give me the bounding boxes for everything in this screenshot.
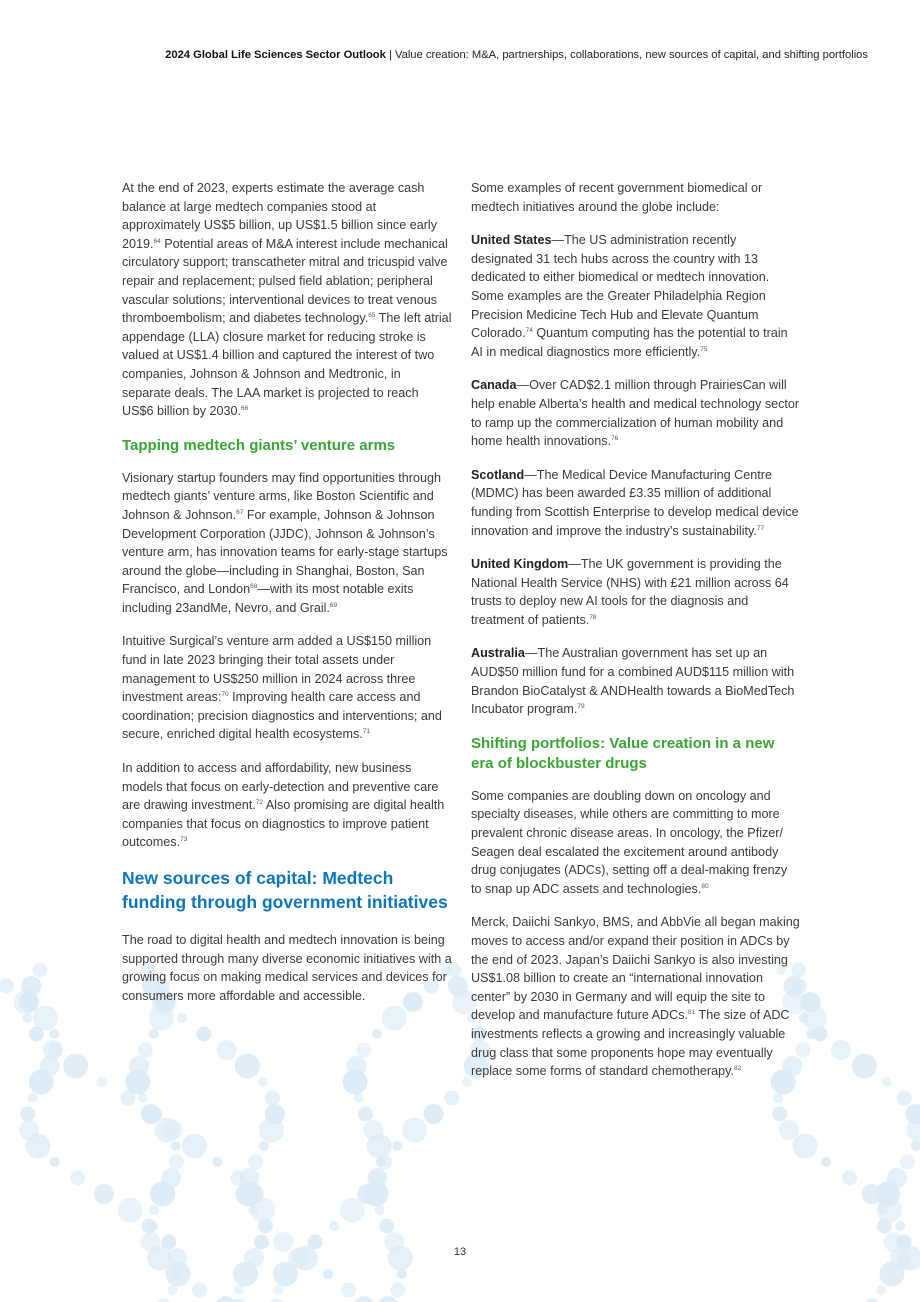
page-number: 13: [453, 1246, 467, 1258]
background-dot: [882, 1077, 892, 1087]
background-dot: [29, 1070, 54, 1095]
background-dot: [842, 1171, 857, 1186]
paragraph-scotland: Scotland—The Medical Device Manufacturing Centre (MDMC) has been awarded £3.35 million of additional funding from Scottish Enterprise to develop medical device innovation and improve the industry’s sustainability.$^{77}$: [471, 467, 799, 538]
background-dot: [379, 1219, 394, 1234]
background-dot: [138, 1093, 148, 1103]
background-dot: [235, 1054, 260, 1079]
background-dot: [149, 1205, 159, 1215]
background-dot: [63, 1054, 88, 1079]
background-dot: [273, 1285, 283, 1295]
header-title: 2024 Global Life Sciences Sector Outlook: [165, 49, 386, 61]
background-dot: [192, 1283, 207, 1298]
background-dot: [876, 1285, 886, 1295]
background-dot: [258, 1219, 273, 1234]
background-dot: [235, 1285, 245, 1295]
background-dot: [372, 1029, 382, 1039]
background-dot: [172, 1269, 182, 1279]
background-dot: [33, 963, 48, 978]
background-dot: [390, 1283, 405, 1298]
background-dot: [397, 1269, 407, 1279]
background-dot: [354, 1296, 374, 1302]
background-dot: [269, 1299, 284, 1302]
background-dot: [273, 1262, 298, 1287]
background-dot: [163, 1120, 183, 1140]
background-dot: [402, 1118, 427, 1143]
paragraph-venture-arms: Visionary startup founders may find opportunities through medtech giants’ venture arms, like Boston Scientific and Johnson & Johnson.$^{67}$ For example, Johnson & Johnson Development Corporation (JJDC), Johnson & Johnson’s venture arm, has innovation teams for early-stage startups around the globe—including in Shanghai, Boston, San Francisco, and London$^{68}$—with its most notable exits including 23andMe, Nevro, and Grail.$^{69}$: [122, 470, 448, 615]
paragraph-adc-moves: Merck, Daiichi Sankyo, BMS, and AbbVie all began making moves to access and/or expand their position in ADCs by the end of 2023. Japan’s Daiichi Sankyo is also investing US$1.08 billion to create an “international innovation center” by 2030 in Germany and will equip the site to develop and manufacture future ADCs.$^{81}$ The size of ADC investments reflects a growing and increasingly valuable drug class that some proponents hope may eventually replace some forms of standard chemotherapy.$^{82}$: [471, 915, 800, 1079]
header-separator: |: [385, 49, 395, 61]
right-column: [471, 179, 801, 1096]
background-dot: [377, 1155, 392, 1170]
background-dot: [363, 1182, 388, 1207]
background-dot: [97, 1077, 107, 1087]
background-dot: [323, 1269, 333, 1279]
background-dot: [779, 1120, 799, 1140]
background-dot: [911, 1141, 920, 1151]
background-dot: [895, 1221, 905, 1231]
background-dot: [424, 1104, 444, 1124]
background-dot: [821, 1157, 831, 1167]
background-dot: [149, 1029, 159, 1039]
background-dot: [14, 990, 39, 1015]
background-dot: [329, 1221, 339, 1231]
background-dot: [49, 1029, 59, 1039]
background-dot: [150, 1182, 175, 1207]
background-dot: [169, 1155, 184, 1170]
background-dot: [354, 1093, 364, 1103]
background-dot: [217, 1040, 237, 1060]
background-dot: [142, 1219, 157, 1234]
background-dot: [375, 1205, 385, 1215]
background-dot: [22, 1013, 32, 1023]
background-dot: [212, 1157, 222, 1167]
paragraph-business-models: In addition to access and affordability, new business models that focus on early-detection and preventive care are drawing investment.$^{72}$ Also promising are digital health companies that focus on diagnostics to improve patient outcomes.$^{73}$: [122, 761, 445, 850]
background-dot: [772, 1107, 787, 1122]
background-dot: [852, 1054, 877, 1079]
background-dot: [792, 1134, 817, 1159]
background-dot: [393, 1141, 403, 1151]
background-dot: [171, 1141, 181, 1151]
background-dot: [877, 1219, 892, 1234]
background-dot: [879, 1262, 904, 1287]
paragraph-cash-balance: At the end of 2023, experts estimate the average cash balance at large medtech companies stood at approximately US$5 billion, up US$1.5 billion since early 2019.64 Potential areas of M&A interest include mechanical circulatory support; transcatheter mitral and tricuspid valve repair and replacement; pulsed field ablation; peripheral vascular solutions; interventional devices to treat venous thromboembolism; and diabetes technology.$^{65}$ The left atrial appendage (LLA) closure market for reducing stroke is valued at US$1.4 billion and captured the interest of two companies, Johnson & Johnson and Medtronic, in separate deals. The LAA market is projected to reach US$6 billion by 2030.66: [122, 181, 452, 419]
paragraph-australia: Australia—The Australian government has set up an AUD$50 million fund for a combined AUD$115 million with Brandon BioCatalyst & ANDHealth towards a BioMedTech Incubator program.$^{79}$: [471, 646, 795, 717]
paragraph-canada: Canada—Over CAD$2.1 million through PrairiesCan will help enable Alberta’s health and medical technology sector to ramp up the commercialization of human mobility and home health innovations.$^{76}$: [471, 378, 800, 449]
background-dot: [341, 1283, 356, 1298]
paragraph-united-states: United States—The US administration recently designated 31 tech hubs across the country with 13 dedicated to either biomedical or medtech innovation. Some examples are the Greater Philadelphia Region Precision Medicine Tech Hub and Elevate Quantum Colorado.$^{74}$ Quantum computing has the potential to train AI in medical diagnostics more efficiently.$^{75}$: [471, 233, 788, 359]
background-dot: [147, 1107, 162, 1122]
header-subtitle: Value creation: M&A, partnerships, collaborations, new sources of capital, and shifting portfolios: [394, 49, 868, 61]
heading-venture-arms: Tapping medtech giants’ venture arms: [122, 436, 396, 454]
background-dot: [248, 1205, 258, 1215]
background-dot: [900, 1155, 915, 1170]
background-dot: [196, 1027, 211, 1042]
background-dot: [28, 1093, 38, 1103]
background-dot: [259, 1118, 284, 1143]
background-dot: [897, 1091, 912, 1106]
paragraph-united-kingdom: United Kingdom—The UK government is providing the National Health Service (NHS) with £21 million across 64 trusts to deploy new AI tools for the diagnosis and treatment of patients.$^{78}$: [471, 557, 789, 627]
heading-new-sources-capital: New sources of capital: Medtech funding through government initiatives: [122, 868, 448, 912]
background-dot: [167, 1285, 177, 1295]
background-dot: [831, 1040, 851, 1060]
background-dot: [358, 1107, 373, 1122]
page-header: [165, 49, 868, 61]
background-dot: [258, 1077, 268, 1087]
background-dot: [118, 1198, 143, 1223]
background-dot: [94, 1184, 114, 1204]
background-dot: [265, 1091, 280, 1106]
heading-shifting-portfolios: Shifting portfolios: Value creation in a new era of blockbuster drugs: [471, 734, 775, 772]
background-dot: [70, 1171, 85, 1186]
background-dot: [29, 1027, 44, 1042]
paragraph-intuitive-surgical: Intuitive Surgical’s venture arm added a US$150 million fund in late 2023 bringing their total assets under management to US$250 million in 2024 across three investment areas:$^{70}$ Improving health care access and coordination; precision diagnostics and interventions; and secure, enriched digital health ecosystems.$^{71}$: [122, 634, 442, 742]
left-column: [122, 179, 452, 1020]
background-dot: [343, 1070, 368, 1095]
background-dot: [356, 1043, 371, 1058]
background-dot: [50, 1157, 60, 1167]
background-dot: [0, 979, 14, 994]
background-dot: [20, 1107, 35, 1122]
background-dot: [444, 1091, 459, 1106]
paragraph-oncology: Some companies are doubling down on oncology and specialty diseases, while others are committing to more prevalent chronic disease areas. In oncology, the Pfizer/ Seagen deal escalated the excitement around antibody drug conjugates (ADCs), setting off a deal-making frenzy to snap up ADC assets and technologies.$^{80}$: [471, 788, 788, 896]
background-dot: [125, 1070, 150, 1095]
background-dot: [340, 1198, 365, 1223]
background-dot: [182, 1134, 207, 1159]
background-dot: [233, 1262, 258, 1287]
background-dot: [248, 1155, 263, 1170]
background-dot: [812, 1027, 827, 1042]
background-dot: [259, 1141, 269, 1151]
background-dot: [367, 1134, 392, 1159]
background-dot: [138, 1043, 153, 1058]
background-dot: [865, 1299, 880, 1302]
paragraph-road-to-digital-health: The road to digital health and medtech innovation is being supported through many diverse economic initiatives with a growing focus on making medical services and devices for consumers more affordable and accessible.: [122, 933, 452, 1003]
background-dot: [25, 1134, 50, 1159]
background-dot: [878, 1205, 888, 1215]
background-dot: [156, 1299, 171, 1302]
paragraph-initiatives-intro: Some examples of recent government biomedical or medtech initiatives around the globe include:: [471, 181, 763, 214]
